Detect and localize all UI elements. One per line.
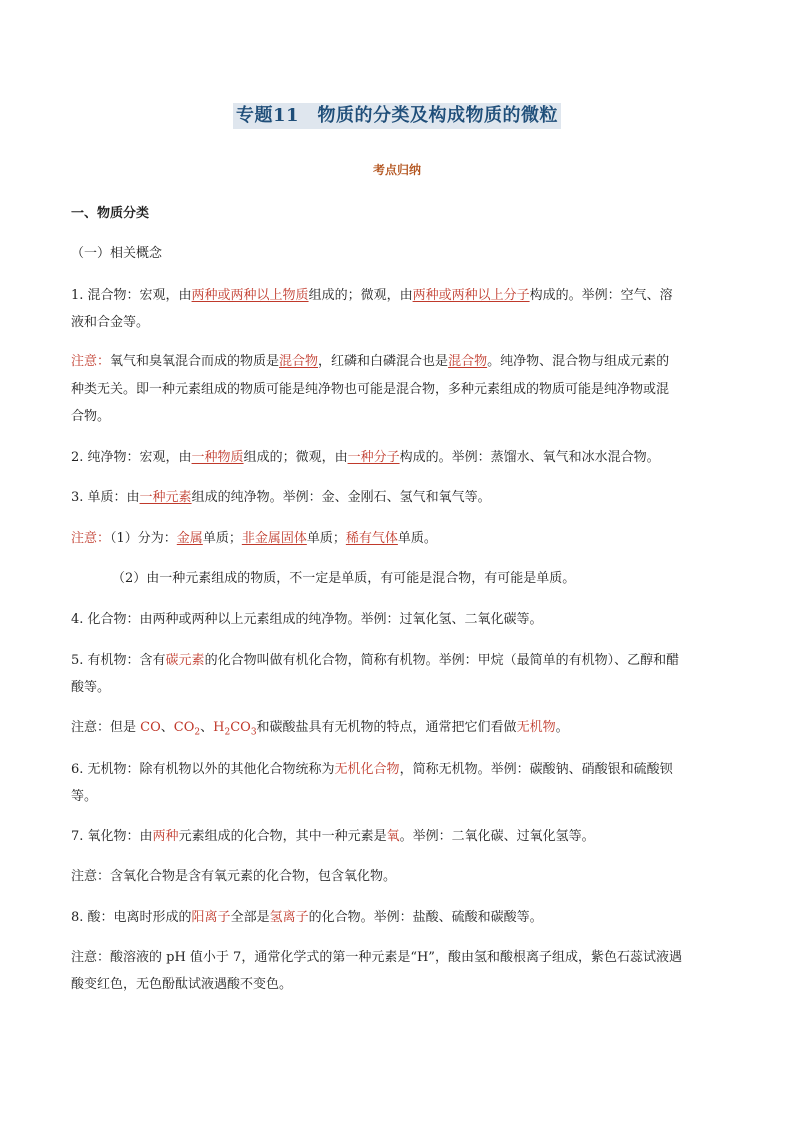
- text: 的化合物。举例：盐酸、硫酸和碳酸等。: [308, 910, 543, 925]
- text: （1）分为：: [110, 531, 177, 546]
- text: 。纯净物、混合物与组成元素的: [487, 354, 670, 369]
- paragraph-compound: 4. 化合物：由两种或两种以上元素组成的纯净物。举例：过氧化氢、二氧化碳等。: [71, 612, 543, 627]
- note-acid: 注意：酸溶液的 pH 值小于 7，通常化学式的第一种元素是“H”，酸由氢和酸根离子组成，紫色石蕊试液遇: [71, 950, 682, 965]
- text: 注意：但是: [71, 720, 141, 735]
- text: 6. 无机物：除有机物以外的其他化合物统称为: [71, 762, 335, 777]
- keyword: 两种: [152, 829, 179, 844]
- subscript: 3: [250, 727, 257, 738]
- text: 组成的；微观，由: [243, 450, 348, 465]
- note-label: 注意：: [71, 354, 111, 369]
- note-organic: [71, 720, 726, 736]
- formula-h2co3: [213, 720, 257, 738]
- keyword: 一种物质: [191, 450, 244, 465]
- keyword: 氧: [386, 829, 400, 844]
- formula-co: CO: [140, 720, 161, 735]
- text: 3. 单质：由: [71, 490, 140, 505]
- paragraph-pure-substance: [71, 450, 726, 466]
- text: 单质。: [397, 531, 437, 546]
- note-mixture: [71, 354, 726, 370]
- text: 全部是: [230, 910, 270, 925]
- subscript: 2: [224, 727, 231, 738]
- keyword: 一种分子: [347, 450, 400, 465]
- keyword: 阳离子: [191, 910, 231, 925]
- text: 组成的；微观，由: [308, 288, 413, 303]
- note-mixture-line3: 合物。: [71, 409, 111, 424]
- text: 元素组成的化合物，其中一种元素是: [178, 829, 387, 844]
- page-title: 专题11 物质的分类及构成物质的微粒: [233, 103, 561, 129]
- title-wrap: [0, 103, 794, 129]
- text: 的化合物叫做有机化合物，简称有机物。举例：甲烷（最简单的有机物）、乙醇和醋: [204, 653, 680, 668]
- keyword: 稀有气体: [345, 531, 398, 546]
- note-element-substance: [71, 531, 726, 547]
- note-element-substance-line2: （2）由一种元素组成的物质，不一定是单质，有可能是混合物，有可能是单质。: [112, 571, 576, 586]
- keyword: 两种或两种以上物质: [191, 288, 309, 303]
- text: H: [213, 720, 225, 735]
- text: 单质；: [306, 531, 346, 546]
- paragraph-mixture: [71, 288, 726, 304]
- text: 氧气和臭氧混合而成的物质是: [110, 354, 280, 369]
- text: 、: [200, 720, 214, 735]
- text: CO: [173, 720, 195, 735]
- text: 单质；: [202, 531, 242, 546]
- keyword: 碳元素: [165, 653, 205, 668]
- text: 。举例：二氧化碳、过氧化氢等。: [399, 829, 595, 844]
- paragraph-inorganic: [71, 762, 726, 778]
- section-heading-classification: 一、物质分类: [71, 206, 150, 221]
- text: 1. 混合物：宏观，由: [71, 288, 192, 303]
- note-oxide: 注意：含氧化合物是含有氧元素的化合物，包含氧化物。: [71, 869, 397, 884]
- text: 、: [160, 720, 174, 735]
- subscript: 2: [194, 727, 201, 738]
- section-subtitle: 考点归纳: [372, 163, 421, 177]
- text: 8. 酸：电离时形成的: [71, 910, 192, 925]
- text: 构成的。举例：空气、溶: [529, 288, 673, 303]
- text: 和碳酸盐具有无机物的特点，通常把它们看做: [256, 720, 517, 735]
- text: 5. 有机物：含有: [71, 653, 166, 668]
- keyword: 氢离子: [269, 910, 309, 925]
- text: 7. 氧化物：由: [71, 829, 153, 844]
- keyword: 混合物: [448, 354, 488, 369]
- keyword: 金属: [176, 531, 203, 546]
- paragraph-oxide: [71, 829, 726, 845]
- paragraph-acid: [71, 910, 726, 926]
- keyword: 混合物: [279, 354, 319, 369]
- text: 2. 纯净物：宏观，由: [71, 450, 192, 465]
- text: 构成的。举例：蒸馏水、氧气和冰水混合物。: [399, 450, 660, 465]
- keyword: 无机化合物: [334, 762, 400, 777]
- paragraph-element-substance: [71, 490, 726, 506]
- subsection-heading-concepts: （一）相关概念: [71, 246, 163, 261]
- note-acid-line2: 酸变红色，无色酚酞试液遇酸不变色。: [71, 977, 293, 992]
- formula-co2: [173, 720, 201, 738]
- text: ，红磷和白磷混合也是: [318, 354, 449, 369]
- paragraph-organic-cont: 酸等。: [71, 680, 111, 695]
- keyword: 两种或两种以上分子: [412, 288, 530, 303]
- paragraph-mixture-cont: 液和合金等。: [71, 315, 150, 330]
- text: 。: [555, 720, 569, 735]
- paragraph-inorganic-cont: 等。: [71, 789, 98, 804]
- text: ，简称无机物。举例：碳酸钠、硝酸银和硫酸钡: [399, 762, 673, 777]
- keyword: 非金属固体: [241, 531, 307, 546]
- keyword: 无机物: [516, 720, 556, 735]
- text: CO: [230, 720, 251, 735]
- paragraph-organic: [71, 653, 726, 669]
- note-mixture-line2: 种类无关。即一种元素组成的物质可能是纯净物也可能是混合物，多种元素组成的物质可能是纯净物或混: [71, 382, 670, 397]
- keyword: 一种元素: [139, 490, 192, 505]
- text: 组成的纯净物。举例：金、金刚石、氢气和氧气等。: [191, 490, 491, 505]
- note-label: 注意：: [71, 531, 111, 546]
